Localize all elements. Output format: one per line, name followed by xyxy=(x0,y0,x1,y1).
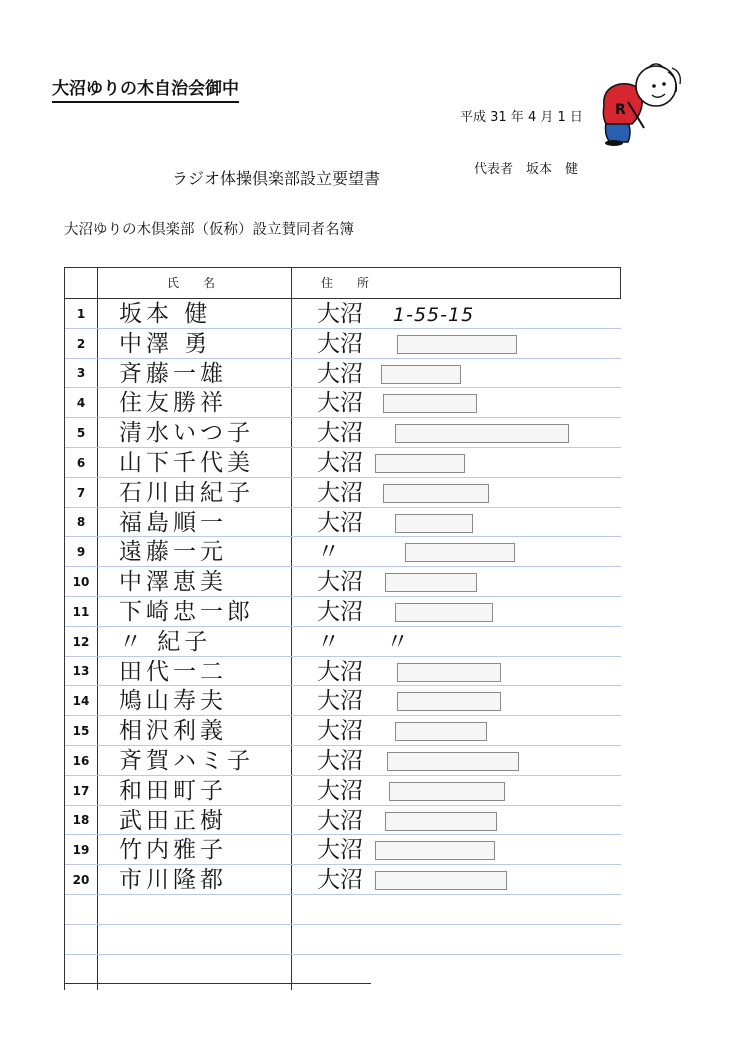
table-row xyxy=(65,657,621,687)
row-number: 15 xyxy=(72,724,90,739)
address-town: 大沼 xyxy=(317,658,363,685)
redacted-address-box xyxy=(385,573,477,592)
redacted-address-box xyxy=(385,812,497,831)
representative: 代表者 坂本 健 xyxy=(474,162,579,177)
redacted-address-box xyxy=(395,514,473,533)
table-row xyxy=(65,835,621,865)
signer-name: 清水いつ子 xyxy=(119,420,254,447)
signer-name: 下崎忠一郎 xyxy=(119,599,254,625)
row-number: 13 xyxy=(72,664,90,679)
address-town: 大沼 xyxy=(317,450,363,476)
signer-name: 中澤 勇 xyxy=(119,330,212,357)
address-town: 〃 xyxy=(317,539,340,566)
row-number: 1 xyxy=(76,306,86,321)
row-number: 14 xyxy=(72,694,90,709)
row-number: 7 xyxy=(76,485,86,500)
signer-name: 斉藤一雄 xyxy=(119,360,227,387)
address-town: 大沼 xyxy=(317,718,363,745)
roster-subtitle: 大沼ゆりの木倶楽部（仮称）設立賛同者名簿 xyxy=(64,222,354,238)
signer-name: 遠藤一元 xyxy=(119,539,227,566)
address-town: 大沼 xyxy=(317,330,363,357)
signer-name: 福島順一 xyxy=(119,509,227,536)
signer-name: 〃 紀子 xyxy=(119,628,212,655)
signer-name: 市川隆都 xyxy=(119,867,227,894)
row-number xyxy=(65,925,97,955)
address-town: 大沼 xyxy=(317,748,363,774)
table-row xyxy=(65,955,621,985)
address-town: 大沼 xyxy=(317,509,363,536)
signer-name: 鳩山寿夫 xyxy=(119,688,227,715)
row-number: 9 xyxy=(76,545,86,560)
signature-roster-table xyxy=(64,267,621,990)
table-row xyxy=(65,478,621,508)
row-number: 12 xyxy=(72,634,90,649)
row-number: 17 xyxy=(72,783,90,798)
table-row xyxy=(65,686,621,716)
row-number: 10 xyxy=(72,575,90,590)
addressee: 大沼ゆりの木自治会御中 xyxy=(52,78,239,103)
redacted-address-box xyxy=(375,841,495,860)
address-town: 大沼 xyxy=(317,360,363,387)
address-town: 〃 〃 xyxy=(317,628,409,655)
table-row xyxy=(65,448,621,478)
address-town: 大沼 xyxy=(317,569,363,596)
signer-name: 田代一二 xyxy=(119,658,227,685)
address-town: 大沼 xyxy=(317,599,363,625)
address-town: 大沼 xyxy=(317,479,363,506)
radio-exercise-mascot-icon xyxy=(598,62,684,146)
signer-name: 相沢利義 xyxy=(119,718,227,745)
table-row xyxy=(65,299,621,329)
table-row xyxy=(65,359,621,389)
document-title: ラジオ体操倶楽部設立要望書 xyxy=(172,169,381,188)
redacted-address-box xyxy=(395,722,487,741)
address-number: 1-55-15 xyxy=(393,304,475,326)
signer-name: 和田町子 xyxy=(119,777,227,804)
table-row xyxy=(65,567,621,597)
signer-name: 武田正樹 xyxy=(119,807,227,834)
row-number: 16 xyxy=(72,753,90,768)
table-row xyxy=(65,597,621,627)
signer-name: 斉賀ハミ子 xyxy=(119,748,254,774)
row-number: 3 xyxy=(76,366,86,381)
table-row xyxy=(65,806,621,836)
table-row xyxy=(65,716,621,746)
row-number: 11 xyxy=(72,604,90,619)
redacted-address-box xyxy=(397,692,501,711)
row-number xyxy=(65,895,97,925)
table-row xyxy=(65,537,621,567)
row-number: 2 xyxy=(76,336,86,351)
redacted-address-box xyxy=(397,335,517,354)
redacted-address-box xyxy=(389,782,505,801)
signer-name: 竹内雅子 xyxy=(119,837,227,864)
row-number: 5 xyxy=(76,426,86,441)
table-row xyxy=(65,746,621,776)
signer-name: 坂本 健 xyxy=(119,301,212,327)
redacted-address-box xyxy=(375,871,507,890)
row-number: 19 xyxy=(72,843,90,858)
redacted-address-box xyxy=(383,394,477,413)
address-town: 大沼 xyxy=(317,688,363,715)
table-row xyxy=(65,865,621,895)
svg-text:R: R xyxy=(615,102,626,118)
signer-name: 山下千代美 xyxy=(119,450,254,476)
redacted-address-box xyxy=(405,543,515,562)
signer-name: 石川由紀子 xyxy=(119,479,254,506)
table-row xyxy=(65,925,621,955)
row-number: 18 xyxy=(72,813,90,828)
signer-name: 住友勝祥 xyxy=(119,390,227,417)
row-number: 20 xyxy=(72,873,90,888)
document-date: 平成 31 年 4 月 1 日 xyxy=(460,110,583,125)
row-number: 8 xyxy=(76,515,86,530)
address-town: 大沼 xyxy=(317,837,363,864)
row-number xyxy=(65,955,97,985)
redacted-address-box xyxy=(395,603,493,622)
address-town: 大沼 xyxy=(317,390,363,417)
redacted-address-box xyxy=(397,663,501,682)
address-town: 大沼 xyxy=(317,807,363,834)
row-number: 4 xyxy=(76,396,86,411)
table-row xyxy=(65,776,621,806)
address-town: 大沼 xyxy=(317,420,363,447)
redacted-address-box xyxy=(395,424,569,443)
address-town: 大沼 xyxy=(317,867,363,894)
redacted-address-box xyxy=(375,454,465,473)
table-row xyxy=(65,329,621,359)
column-header-name: 氏 名 xyxy=(167,276,216,290)
address-town: 大沼 xyxy=(317,777,363,804)
redacted-address-box xyxy=(381,365,461,384)
address-town: 大沼 xyxy=(317,301,363,327)
column-header-address: 住 所 xyxy=(321,276,370,290)
redacted-address-box xyxy=(387,752,519,771)
signer-name: 中澤恵美 xyxy=(119,569,227,596)
table-row xyxy=(65,627,621,657)
table-row xyxy=(65,895,621,925)
table-row xyxy=(65,418,621,448)
row-number: 6 xyxy=(76,455,86,470)
table-row xyxy=(65,388,621,418)
table-row xyxy=(65,508,621,538)
redacted-address-box xyxy=(383,484,489,503)
